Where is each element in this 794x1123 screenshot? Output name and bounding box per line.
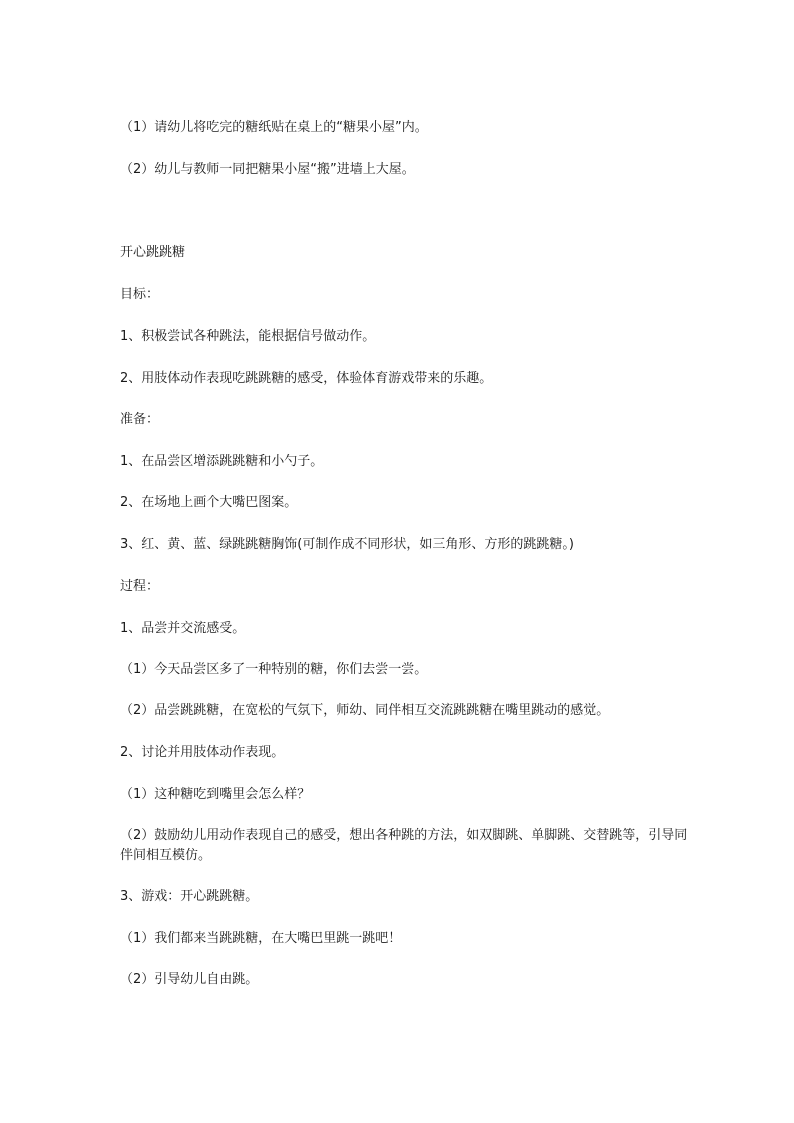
process-step-3-1: （1）我们都来当跳跳糖，在大嘴巴里跳一跳吧！ [120,931,402,946]
process-step-1: 1、品尝并交流感受。 [120,621,246,636]
process-step-2-2: （2）鼓励幼儿用动作表现自己的感受，想出各种跳的方法，如双脚跳、单脚跳、交替跳等，引导同伴间相互模仿。 [120,828,688,863]
prep-item-1: 1、在品尝区增添跳跳糖和小勺子。 [120,454,324,469]
paragraph-step-1: （1）请幼儿将吃完的糖纸贴在桌上的“糖果小屋”内。 [120,120,428,135]
prep-item-2: 2、在场地上画个大嘴巴图案。 [120,495,298,510]
heading-goals: 目标： [120,287,160,302]
process-step-3: 3、游戏：开心跳跳糖。 [120,889,259,904]
process-step-2-1: （1）这种糖吃到嘴里会怎么样？ [120,787,311,802]
heading-process: 过程： [120,579,160,594]
process-step-1-2: （2）品尝跳跳糖，在宽松的气氛下，师幼、同伴相互交流跳跳糖在嘴里跳动的感觉。 [120,703,610,718]
goal-item-2: 2、用肢体动作表现吃跳跳糖的感受，体验体育游戏带来的乐趣。 [120,371,493,386]
section-title: 开心跳跳糖 [120,245,186,260]
goal-item-1: 1、积极尝试各种跳法，能根据信号做动作。 [120,329,376,344]
process-step-3-2: （2）引导幼儿自由跳。 [120,972,259,987]
process-step-1-1: （1）今天品尝区多了一种特别的糖，你们去尝一尝。 [120,662,428,677]
process-step-2: 2、讨论并用肢体动作表现。 [120,745,285,760]
prep-item-3: 3、红、黄、蓝、绿跳跳糖胸饰(可制作成不同形状，如三角形、方形的跳跳糖。) [120,537,574,552]
paragraph-step-2: （2）幼儿与教师一同把糖果小屋“搬”进墙上大屋。 [120,162,415,177]
heading-preparation: 准备： [120,412,160,427]
